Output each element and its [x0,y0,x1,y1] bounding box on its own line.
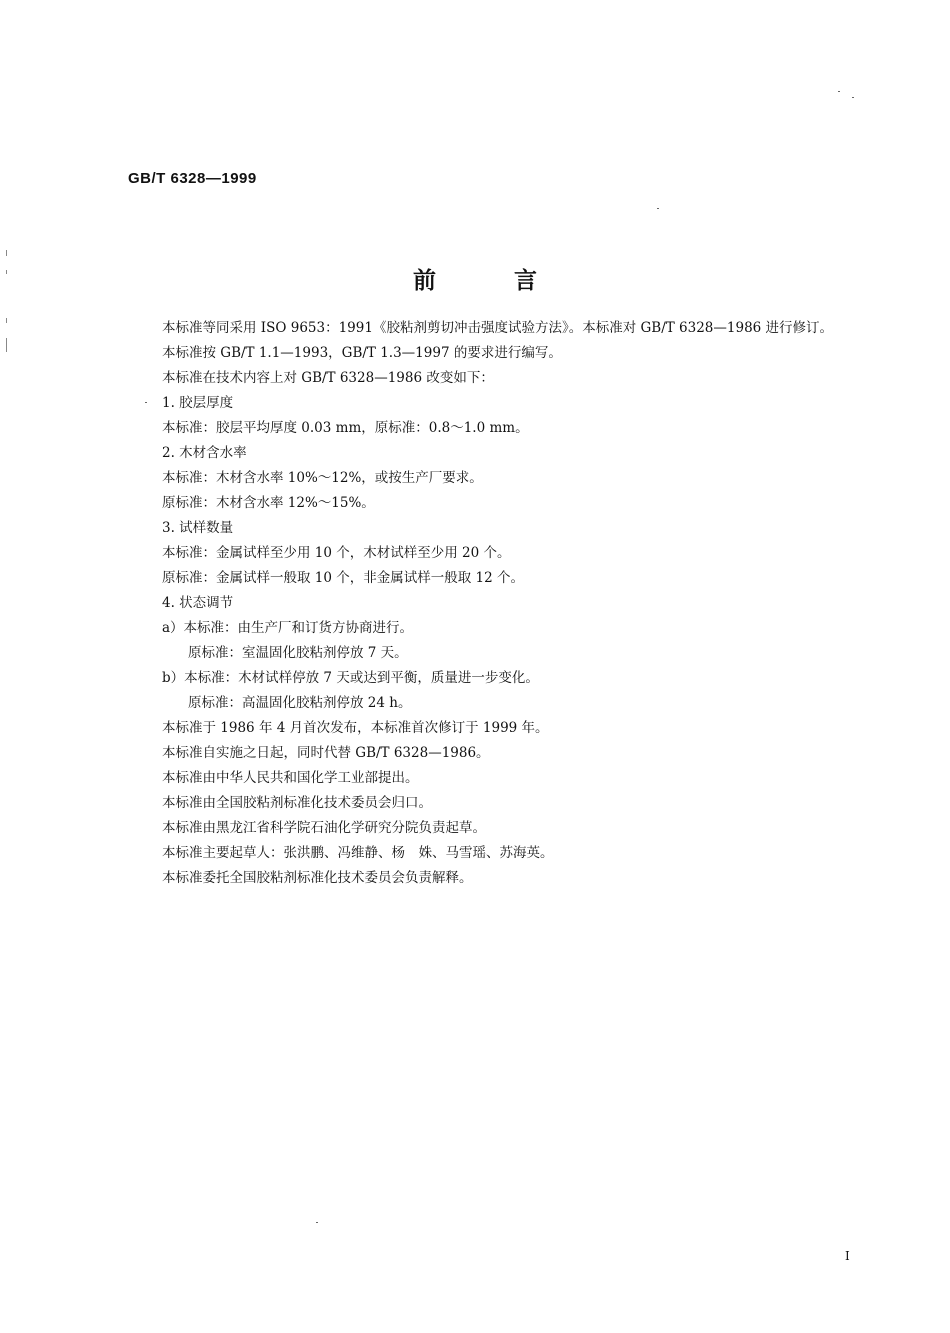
scan-edge-mark [6,318,7,323]
paragraph: 本标准于 1986 年 4 月首次发布，本标准首次修订于 1999 年。 [162,720,549,736]
section-heading: 4. 状态调节 [162,595,234,611]
document-code: GB/T 6328—1999 [128,170,257,187]
scan-edge-mark [6,250,7,256]
list-item-sub: 原标准：室温固化胶粘剂停放 7 天。 [188,645,408,661]
paragraph: 本标准自实施之日起，同时代替 GB/T 6328—1986。 [162,745,490,761]
title-char-1: 前 [413,268,436,294]
list-item: b）本标准：木材试样停放 7 天或达到平衡，质量进一步变化。 [162,670,539,686]
paragraph: 本标准：胶层平均厚度 0.03 mm，原标准：0.8～1.0 mm。 [162,420,529,436]
paragraph: 原标准：金属试样一般取 10 个，非金属试样一般取 12 个。 [162,570,525,586]
paragraph: 本标准按 GB/T 1.1—1993，GB/T 1.3—1997 的要求进行编写。 [162,345,562,361]
title-char-2: 言 [514,268,537,294]
paragraph: 原标准：木材含水率 12%～15%。 [162,495,375,511]
paragraph: 本标准由全国胶粘剂标准化技术委员会归口。 [162,795,432,811]
scan-speck [145,402,147,403]
scan-edge-mark [6,270,7,274]
paragraph: 本标准由中华人民共和国化学工业部提出。 [162,770,419,786]
scan-speck [657,208,659,209]
paragraph: 本标准委托全国胶粘剂标准化技术委员会负责解释。 [162,870,473,886]
paragraph: 本标准主要起草人：张洪鹏、冯维静、杨 姝、马雪瑶、苏海英。 [162,845,554,861]
paragraph: 本标准：金属试样至少用 10 个，木材试样至少用 20 个。 [162,545,511,561]
list-item-sub: 原标准：高温固化胶粘剂停放 24 h。 [188,695,412,711]
section-heading: 1. 胶层厚度 [162,395,234,411]
section-heading: 2. 木材含水率 [162,445,247,461]
page-title [0,262,950,295]
scan-speck [838,91,840,92]
paragraph: 本标准由黑龙江省科学院石油化学研究分院负责起草。 [162,820,486,836]
scan-speck [852,97,854,98]
page-number: I [845,1249,850,1263]
section-heading: 3. 试样数量 [162,520,234,536]
paragraph: 本标准在技术内容上对 GB/T 6328—1986 改变如下： [162,370,494,386]
document-body [132,316,892,891]
scan-edge-mark [6,338,7,352]
list-item: a）本标准：由生产厂和订货方协商进行。 [162,620,414,636]
scan-speck [316,1222,318,1223]
paragraph: 本标准等同采用 ISO 9653：1991《胶粘剂剪切冲击强度试验方法》。本标准对 GB/T 6328—1986 进行修订。 [162,320,834,336]
paragraph: 本标准：木材含水率 10%～12%，或按生产厂要求。 [162,470,483,486]
